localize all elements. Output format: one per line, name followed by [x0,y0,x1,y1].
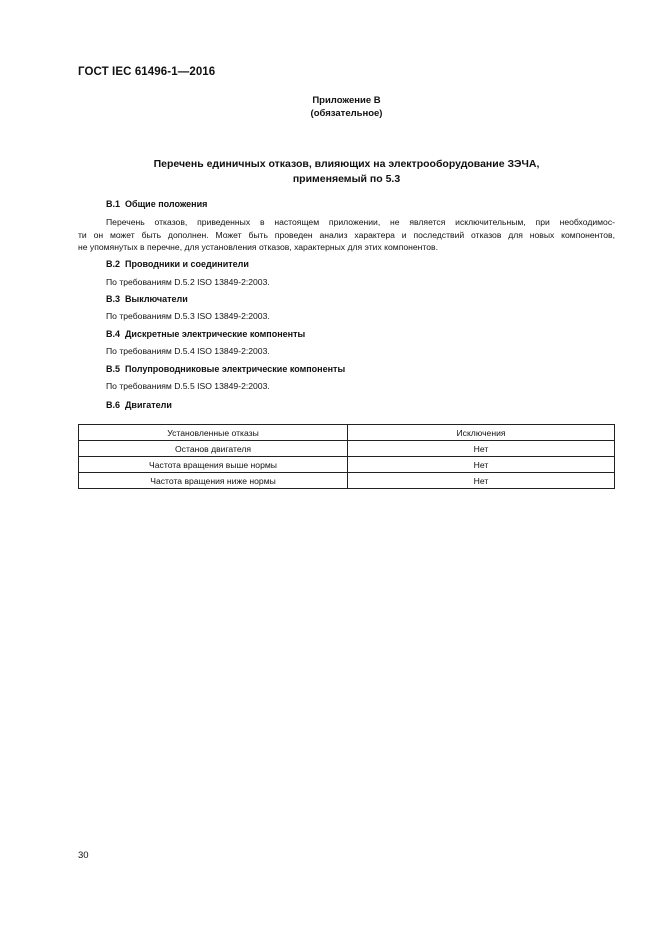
section-number: В.3 [106,294,121,304]
document-code: ГОСТ IEC 61496-1—2016 [78,66,216,78]
general-paragraph [78,216,615,254]
main-title-line-1: Перечень единичных отказов, влияющих на электрооборудование ЗЭЧА, [153,158,540,170]
main-title-line-2: применяемый по 5.3 [292,173,401,185]
table-cell: Частота вращения выше нормы [79,457,348,473]
section-title: Двигатели [125,400,172,410]
table-header-cell: Исключения [348,425,615,441]
section-title: Дискретные электрические компоненты [125,329,306,339]
table-header-row [79,425,615,441]
section-title: Проводники и соединители [125,259,249,269]
section-title: Общие положения [125,199,208,209]
section-heading-b6 [106,400,172,410]
motor-failures-table [78,424,615,489]
annex-status: (обязательное) [310,108,383,119]
reference-b4: По требованиям D.5.4 ISO 13849-2:2003. [106,346,270,356]
paragraph-line: ти он может быть дополнен. Может быть проведен анализ характера и последствий отказов для новых компонентов, [78,229,615,240]
section-number: В.5 [106,364,121,374]
section-number: В.6 [106,400,121,410]
table-cell: Нет [348,457,615,473]
reference-b2: По требованиям D.5.2 ISO 13849-2:2003. [106,277,270,287]
table-row [79,457,615,473]
paragraph-line: Перечень отказов, приведенных в настоящем приложении, не является исключительным, при необходимос- [106,217,615,227]
section-number: В.1 [106,199,121,209]
section-number: В.2 [106,259,121,269]
section-heading-b3 [106,294,188,304]
section-heading-b5 [106,364,345,374]
section-number: В.4 [106,329,121,339]
section-heading-b4 [106,329,305,339]
section-heading-b1 [106,199,207,209]
section-title: Выключатели [125,294,188,304]
table-row [79,441,615,457]
table-cell: Останов двигателя [79,441,348,457]
table-header-cell: Установленные отказы [79,425,348,441]
table-row [79,473,615,489]
page-number: 30 [78,850,89,861]
table-cell: Нет [348,473,615,489]
section-title: Полупроводниковые электрические компоненты [125,364,346,374]
annex-title: Приложение В [312,95,381,106]
reference-b3: По требованиям D.5.3 ISO 13849-2:2003. [106,311,270,321]
paragraph-line: не упомянутых в перечне, для установления отказов, характерных для этих компонентов. [78,242,438,252]
section-heading-b2 [106,259,249,269]
table-cell: Нет [348,441,615,457]
reference-b5: По требованиям D.5.5 ISO 13849-2:2003. [106,381,270,391]
table-cell: Частота вращения ниже нормы [79,473,348,489]
